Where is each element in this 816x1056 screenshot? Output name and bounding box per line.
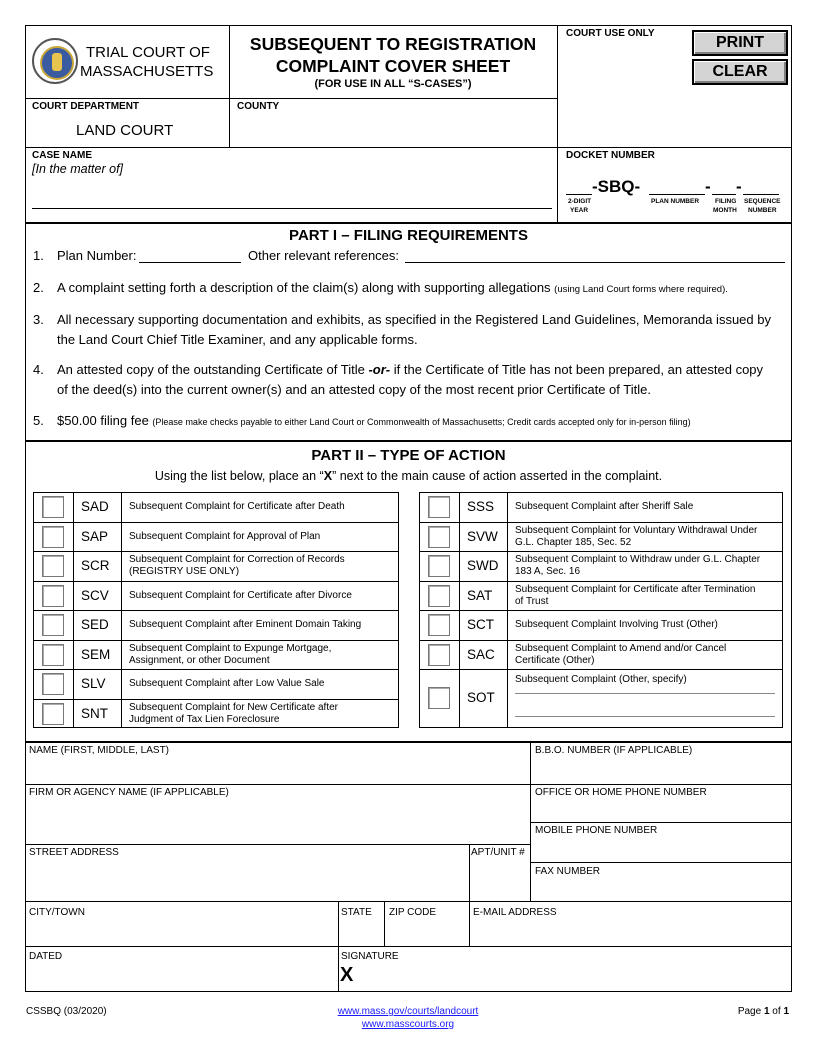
- action-checkbox-sad[interactable]: [42, 496, 64, 518]
- divider: [557, 25, 558, 223]
- bbo-field[interactable]: [535, 758, 787, 782]
- req-item-5: [33, 411, 788, 431]
- action-desc: Subsequent Complaint for Certificate after Divorce: [129, 589, 352, 601]
- apt-label: APT/UNIT #: [471, 847, 525, 858]
- form-title-line1: SUBSEQUENT TO REGISTRATION: [249, 34, 537, 54]
- action-checkbox-sss[interactable]: [428, 496, 450, 518]
- action-desc-line1: Subsequent Complaint to Withdraw under G.L. Chapter: [515, 554, 761, 565]
- action-desc-line2: Judgment of Tax Lien Foreclosure: [129, 713, 280, 725]
- action-code: SCR: [81, 558, 110, 573]
- other-references-field[interactable]: [405, 262, 785, 263]
- firm-field[interactable]: [29, 800, 525, 840]
- docket-dash2: -: [736, 177, 742, 196]
- action-desc-line2: Certificate (Other): [515, 654, 595, 666]
- instr-x: X: [323, 469, 333, 483]
- action-code: SCT: [467, 617, 494, 632]
- divider: [25, 844, 531, 845]
- fax-label: FAX NUMBER: [535, 866, 601, 877]
- action-table-rowline: [33, 551, 399, 552]
- docket-sequence-slot[interactable]: [743, 194, 779, 195]
- divider: [384, 901, 385, 947]
- divider: [25, 901, 792, 902]
- part2-instructions: [25, 469, 792, 483]
- name-field[interactable]: [29, 758, 525, 782]
- req-number: 5.: [33, 413, 44, 428]
- land-court-link[interactable]: www.mass.gov/courts/landcourt: [337, 1006, 479, 1017]
- req-text-line2: of the deed(s) into the current owner(s) and an attested copy of the most recent prior Certificate of Title.: [57, 382, 651, 397]
- req-text-main: $50.00 filing fee: [57, 413, 149, 428]
- page-total: 1: [783, 1006, 789, 1017]
- name-label: NAME (FIRST, MIDDLE, LAST): [29, 745, 170, 756]
- court-department-value[interactable]: LAND COURT: [76, 122, 174, 139]
- action-desc-line2: Assignment, or other Document: [129, 654, 270, 666]
- docket-year-slot[interactable]: [566, 194, 592, 195]
- docket-plan-slot[interactable]: [649, 194, 705, 195]
- action-checkbox-sac[interactable]: [428, 644, 450, 666]
- docket-sub-filing1: FILING: [715, 198, 737, 205]
- dated-field[interactable]: [29, 964, 334, 989]
- print-button[interactable]: PRINT: [692, 30, 788, 56]
- action-code: SOT: [467, 690, 495, 705]
- action-desc-line1: Subsequent Complaint to Amend and/or Cancel: [515, 642, 727, 654]
- action-desc-line1: Subsequent Complaint for Certificate after Termination: [515, 583, 756, 595]
- action-checkbox-sot[interactable]: [428, 687, 450, 709]
- action-table-rowline: [419, 581, 783, 582]
- action-table-rowline: [419, 522, 783, 523]
- case-name-underline: [32, 208, 552, 209]
- action-checkbox-swd[interactable]: [428, 555, 450, 577]
- docket-month-slot[interactable]: [712, 194, 736, 195]
- action-code: SEM: [81, 646, 111, 662]
- action-desc: Subsequent Complaint for Certificate after Death: [129, 501, 345, 512]
- county-label: COUNTY: [237, 101, 280, 112]
- masscourts-link[interactable]: www.masscourts.org: [361, 1019, 455, 1030]
- divider: [25, 98, 557, 99]
- docket-sub-seq2: NUMBER: [748, 207, 777, 214]
- req-item-2: [33, 278, 788, 298]
- action-checkbox-sct[interactable]: [428, 614, 450, 636]
- email-field[interactable]: [473, 920, 787, 944]
- county-field[interactable]: [233, 115, 553, 145]
- docket-mid: -SBQ-: [592, 177, 641, 196]
- plan-number-field[interactable]: [139, 262, 241, 263]
- docket-dash1: -: [705, 177, 711, 196]
- action-code: SAT: [467, 587, 493, 603]
- signature-x: X: [340, 964, 354, 986]
- divider: [25, 440, 792, 442]
- action-table-rowline: [33, 610, 399, 611]
- page-indicator: [700, 1006, 789, 1017]
- action-table-rowline: [33, 581, 399, 582]
- req-text: [57, 246, 788, 266]
- sot-specify-line1[interactable]: [515, 693, 775, 694]
- zip-field[interactable]: [389, 920, 465, 944]
- other-references-label: Other relevant references:: [248, 248, 400, 263]
- action-desc: Subsequent Complaint Involving Trust (Other): [515, 619, 718, 630]
- divider: [25, 741, 792, 743]
- action-desc-line2: of Trust: [515, 595, 549, 607]
- req-number: 3.: [33, 312, 44, 327]
- action-desc-line1: Subsequent Complaint for Voluntary Withdrawal Under: [515, 524, 758, 536]
- action-desc-line1: Subsequent Complaint for New Certificate after: [129, 701, 338, 713]
- form-code: CSSBQ (03/2020): [26, 1006, 107, 1017]
- action-checkbox-sap[interactable]: [42, 526, 64, 548]
- action-code: SLV: [81, 676, 106, 691]
- sot-specify-line2[interactable]: [515, 716, 775, 717]
- req-number: 2.: [33, 280, 44, 295]
- req-note: (using Land Court forms where required).: [554, 284, 728, 295]
- action-table-rowline: [33, 640, 399, 641]
- action-desc: Subsequent Complaint after Eminent Domain Taking: [129, 619, 362, 630]
- action-code: SVW: [467, 528, 498, 544]
- req-item-1: [33, 246, 788, 266]
- phone-field[interactable]: [535, 800, 787, 820]
- req-text: [57, 411, 788, 432]
- action-desc: Subsequent Complaint after Sheriff Sale: [515, 501, 694, 512]
- req-number: 4.: [33, 362, 44, 377]
- action-code: SAC: [467, 646, 495, 662]
- instr-b: ” next to the main cause of action asserted in the complaint.: [332, 469, 663, 483]
- action-table-rowline: [33, 522, 399, 523]
- action-code: SED: [81, 617, 109, 632]
- signature-field[interactable]: [362, 964, 787, 989]
- docket-sub-plan: PLAN NUMBER: [651, 198, 700, 205]
- fax-field[interactable]: [535, 879, 787, 899]
- req-text-main: A complaint setting forth a description of the claim(s) along with supporting allegations: [57, 280, 551, 295]
- case-name-label: CASE NAME: [32, 150, 93, 161]
- req-text: [57, 360, 788, 400]
- case-name-field[interactable]: [32, 178, 552, 208]
- action-table-rowline: [419, 610, 783, 611]
- action-table-rowline: [419, 669, 783, 670]
- divider: [530, 862, 792, 863]
- action-checkbox-sed[interactable]: [42, 614, 64, 636]
- req-or: -or-: [368, 362, 391, 377]
- massachusetts-seal-icon: [32, 38, 78, 84]
- action-table-rowline: [419, 551, 783, 552]
- action-code: SWD: [467, 558, 499, 573]
- action-desc-line1: Subsequent Complaint to Expunge Mortgage,: [129, 642, 332, 654]
- phone-label: OFFICE OR HOME PHONE NUMBER: [535, 787, 707, 798]
- divider: [469, 901, 470, 947]
- form-subtitle: (FOR USE IN ALL “S-CASES”): [314, 78, 472, 90]
- req-text-b: if the Certificate of Title has not been prepared, an attested copy: [390, 362, 764, 377]
- street-field[interactable]: [29, 860, 465, 898]
- req-text: [57, 310, 788, 350]
- action-desc-line2: 183 A, Sec. 16: [515, 566, 581, 577]
- action-code: SAD: [81, 499, 109, 514]
- zip-label: ZIP CODE: [389, 907, 437, 918]
- action-code: SNT: [81, 705, 108, 721]
- page-num: 1: [763, 1006, 770, 1017]
- case-name-prefix: [In the matter of]: [32, 162, 124, 176]
- action-checkbox-slv[interactable]: [42, 673, 64, 695]
- state-field[interactable]: [341, 920, 381, 944]
- req-text-a: An attested copy of the outstanding Certificate of Title: [57, 362, 369, 377]
- req-note: (Please make checks payable to either Land Court or Commonwealth of Massachusetts; Credit cards accepted only for in-person filing): [152, 417, 691, 427]
- action-desc: Subsequent Complaint after Low Value Sale: [129, 678, 325, 689]
- court-name-line2: MASSACHUSETTS: [80, 63, 214, 80]
- action-code: SSS: [467, 499, 495, 514]
- instr-a: Using the list below, place an “: [154, 469, 324, 483]
- req-text-line1: All necessary supporting documentation and exhibits, as specified in the Registered Land Guidelines, Memoranda issued by: [57, 312, 771, 327]
- page-b: of: [769, 1006, 784, 1017]
- docket-sub-year1: 2-DIGIT: [568, 198, 592, 205]
- action-desc-line2: (REGISTRY USE ONLY): [129, 566, 240, 577]
- req-number: 1.: [33, 248, 44, 263]
- divider: [530, 822, 792, 823]
- action-code: SCV: [81, 587, 109, 603]
- state-label: STATE: [341, 907, 372, 918]
- action-desc-line1: Subsequent Complaint for Correction of Records: [129, 554, 345, 565]
- email-label: E-MAIL ADDRESS: [473, 907, 557, 918]
- docket-number-label: DOCKET NUMBER: [566, 150, 655, 161]
- action-checkbox-scv[interactable]: [42, 585, 64, 607]
- req-item-4: [33, 360, 788, 400]
- divider: [25, 222, 792, 224]
- mobile-field[interactable]: [535, 838, 787, 860]
- divider: [25, 946, 792, 947]
- plan-number-label: Plan Number:: [57, 248, 137, 263]
- docket-sub-filing2: MONTH: [713, 207, 737, 214]
- apt-field[interactable]: [472, 860, 528, 898]
- req-text: [57, 278, 788, 300]
- court-department-label: COURT DEPARTMENT: [32, 101, 140, 112]
- action-code: SAP: [81, 528, 109, 544]
- court-name-line1: TRIAL COURT OF: [86, 44, 210, 61]
- divider: [25, 147, 792, 148]
- city-label: CITY/TOWN: [29, 907, 85, 918]
- action-checkbox-snt[interactable]: [42, 703, 64, 725]
- action-checkbox-sat[interactable]: [428, 585, 450, 607]
- dated-label: DATED: [29, 951, 63, 962]
- divider: [469, 844, 470, 901]
- docket-sub-seq1: SEQUENCE: [744, 198, 781, 205]
- city-field[interactable]: [29, 920, 334, 944]
- req-text-line2: the Land Court Chief Title Examiner, and any applicable forms.: [57, 332, 418, 347]
- form-title-line2: COMPLAINT COVER SHEET: [275, 56, 511, 76]
- bbo-label: B.B.O. NUMBER (IF APPLICABLE): [535, 745, 693, 756]
- docket-sub-year2: YEAR: [570, 207, 589, 214]
- action-desc: Subsequent Complaint for Approval of Plan: [129, 530, 321, 542]
- action-table-rowline: [33, 699, 399, 700]
- part1-title: PART I – FILING REQUIREMENTS: [289, 227, 528, 244]
- action-checkbox-scr[interactable]: [42, 555, 64, 577]
- action-desc: Subsequent Complaint (Other, specify): [515, 674, 687, 685]
- action-desc-line2: G.L. Chapter 185, Sec. 52: [515, 536, 632, 548]
- mobile-label: MOBILE PHONE NUMBER: [535, 825, 658, 836]
- street-label: STREET ADDRESS: [29, 847, 119, 858]
- court-use-only-label: COURT USE ONLY: [566, 28, 655, 39]
- part2-title: PART II – TYPE OF ACTION: [311, 447, 506, 464]
- action-table-rowline: [419, 640, 783, 641]
- firm-label: FIRM OR AGENCY NAME (IF APPLICABLE): [29, 787, 229, 798]
- req-item-3: [33, 310, 788, 350]
- action-table-rowline: [33, 669, 399, 670]
- divider: [25, 784, 792, 785]
- action-checkbox-svw[interactable]: [428, 526, 450, 548]
- action-checkbox-sem[interactable]: [42, 644, 64, 666]
- signature-label: SIGNATURE: [341, 951, 399, 962]
- page-a: Page: [737, 1006, 764, 1017]
- clear-button[interactable]: CLEAR: [692, 59, 788, 85]
